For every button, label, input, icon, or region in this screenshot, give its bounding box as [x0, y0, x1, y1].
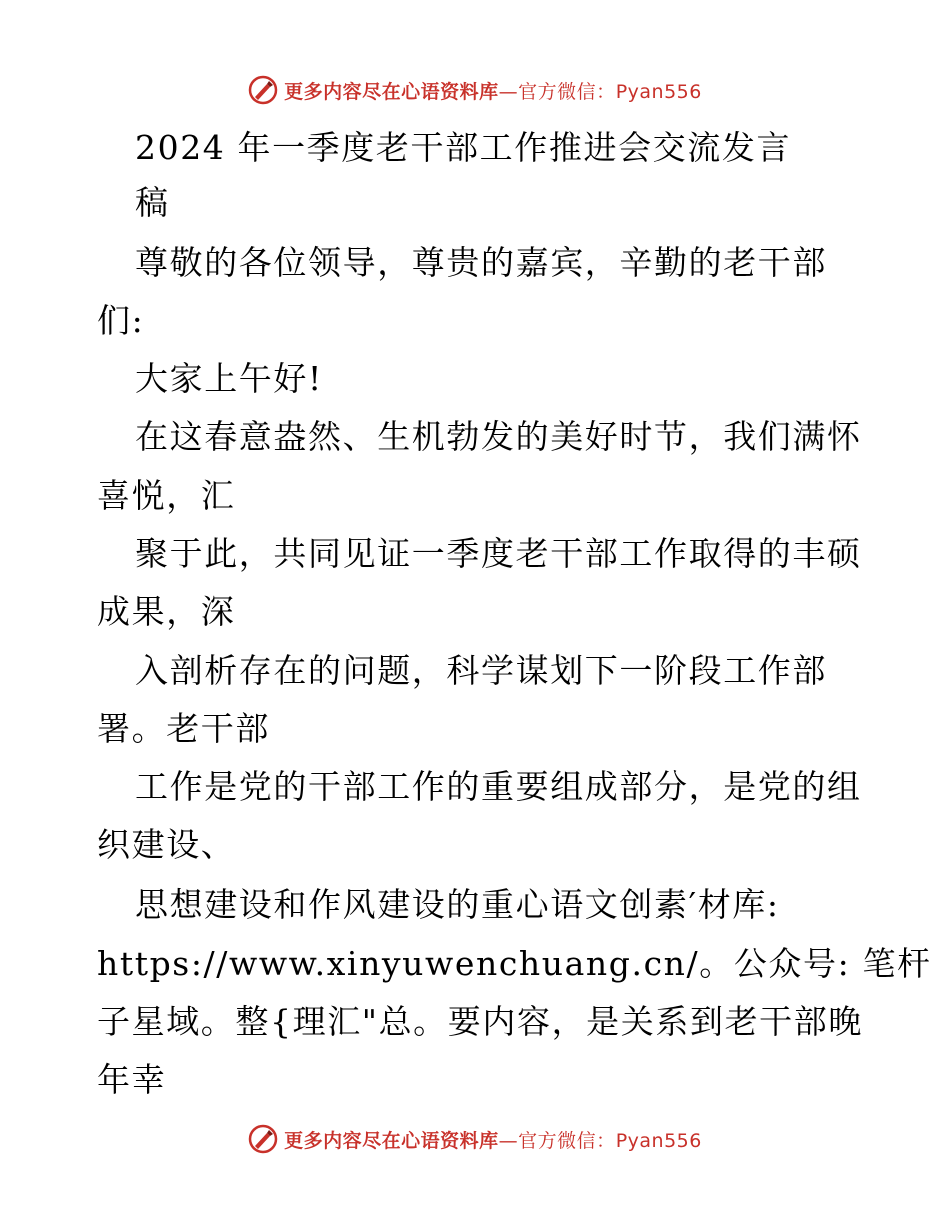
header-banner [0, 70, 950, 110]
pen-logo-icon [248, 75, 278, 105]
paragraph-line: 在这春意盎然、生机勃发的美好时节，我们满怀 [135, 417, 862, 456]
paragraph-line: 喜悦，汇 [97, 476, 236, 515]
banner-prefix: 更多内容尽在心语资料库 [284, 80, 499, 103]
paragraph-line: 子星域。整{理汇"总。要内容，是关系到老干部晚 [97, 1002, 863, 1041]
banner-wechat-label: 官方微信： [518, 1129, 616, 1152]
banner-account: Pyan556 [615, 1129, 702, 1152]
banner-dash: — [498, 80, 519, 103]
paragraph-line: 工作是党的干部工作的重要组成部分，是党的组 [135, 767, 862, 806]
paragraph-line: 们: [97, 301, 145, 340]
paragraph-line: 织建设、 [97, 825, 236, 864]
banner-account: Pyan556 [615, 80, 702, 103]
paragraph-line: 大家上午好! [135, 359, 323, 398]
banner-text [284, 77, 702, 104]
paragraph-line: 思想建设和作风建设的重心语文创素′材库: [135, 885, 780, 924]
paragraph-line: 年幸 [97, 1060, 167, 1099]
document-title: 2024 年一季度老干部工作推进会交流发言 [135, 128, 792, 167]
pen-logo-icon [248, 1124, 278, 1154]
paragraph-line: 尊敬的各位领导，尊贵的嘉宾，辛勤的老干部 [135, 243, 827, 282]
banner-text [284, 1126, 702, 1153]
banner-wechat-label: 官方微信： [518, 80, 616, 103]
paragraph-line: 署。老干部 [97, 709, 270, 748]
paragraph-line: 聚于此，共同见证一季度老干部工作取得的丰硕 [135, 534, 862, 573]
paragraph-line: 成果，深 [97, 592, 236, 631]
document-title-cont: 稿 [135, 183, 170, 222]
footer-banner [0, 1119, 950, 1159]
paragraph-line: https://www.xinyuwenchuang.cn/。公众号: 笔杆 [97, 944, 932, 983]
banner-dash: — [498, 1129, 519, 1152]
banner-prefix: 更多内容尽在心语资料库 [284, 1129, 499, 1152]
paragraph-line: 入剖析存在的问题，科学谋划下一阶段工作部 [135, 651, 827, 690]
